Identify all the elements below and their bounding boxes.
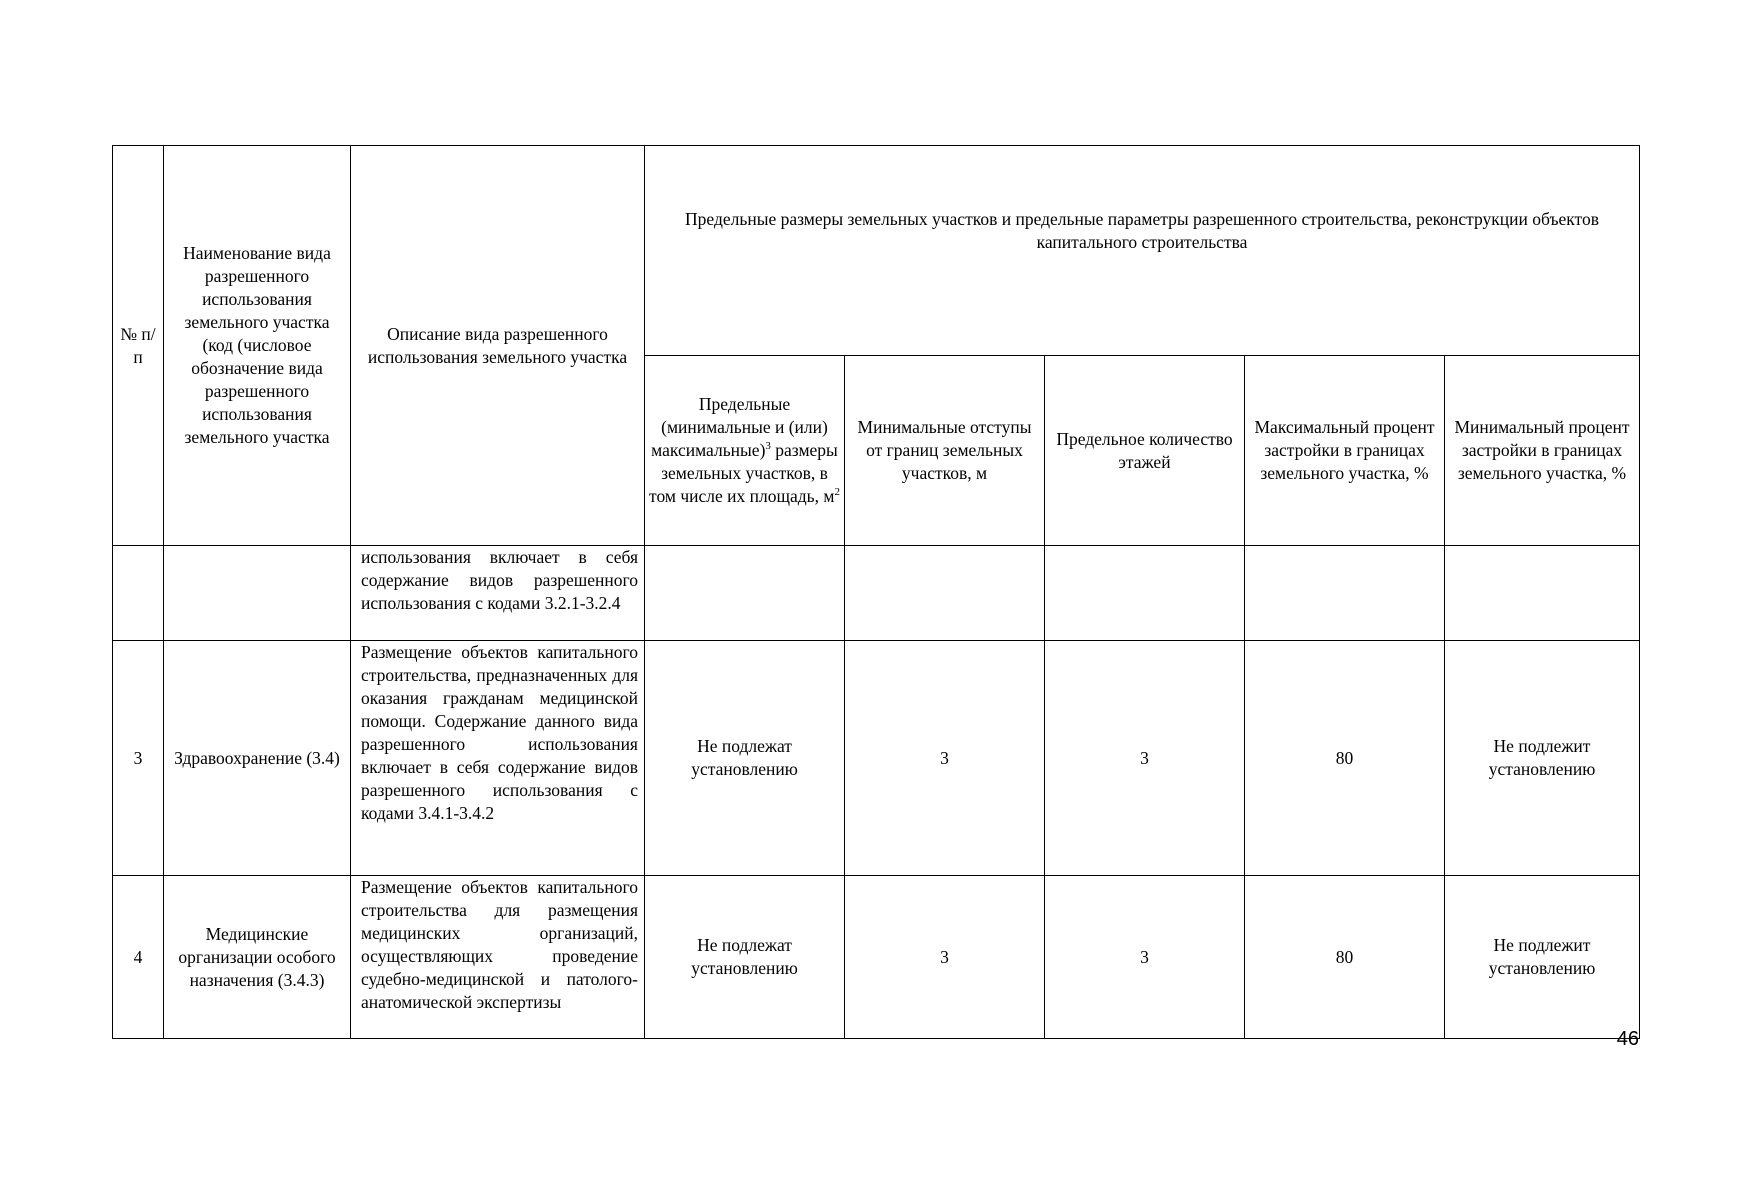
row-floor-limit: 3: [1045, 641, 1245, 876]
table-row: [113, 876, 1640, 1039]
row-plot-sizes: [645, 546, 845, 641]
table-row: [113, 546, 1640, 641]
row-max-build-percent: 80: [1245, 876, 1445, 1039]
row-use-name: Здравоохранение (3.4): [164, 641, 351, 876]
row-use-description: [351, 641, 645, 876]
row-floor-limit: [1045, 546, 1245, 641]
row-use-description: [351, 546, 645, 641]
row-min-build-percent: [1445, 546, 1640, 641]
plot-sizes-text: Предельные (минимальные и (или) максимальные): [651, 394, 828, 460]
header-floor-limit: Предельное количество этажей: [1045, 356, 1245, 546]
row-max-build-percent: 80: [1245, 641, 1445, 876]
header-row-1: [113, 146, 1640, 356]
page-number: 46: [1616, 1028, 1639, 1050]
row-min-setbacks: [845, 546, 1045, 641]
row-max-build-percent: [1245, 546, 1445, 641]
row-min-build-percent: Не подлежит установлению: [1445, 876, 1640, 1039]
zoning-parameters-table: [112, 145, 1640, 1039]
row-number: 4: [113, 876, 164, 1039]
plot-sizes-footnote: 3: [765, 440, 771, 453]
table-row: [113, 641, 1640, 876]
description-text: Размещение объектов капитального строительства для размещения медицинских организаций, осуществляющих проведение судебно-медицинской и патолого-анатомической экспертизы: [361, 877, 638, 1012]
header-use-name: Наименование вида разрешенного использования земельного участка (код (числовое обозначение вида разрешенного использования земельного участка: [164, 146, 351, 546]
header-max-build-percent: Максимальный процент застройки в границах земельного участка, %: [1245, 356, 1445, 546]
row-floor-limit: 3: [1045, 876, 1245, 1039]
row-plot-sizes: Не подлежат установлению: [645, 876, 845, 1039]
description-text: Размещение объектов капитального строительства, предназначенных для оказания гражданам медицинской помощи. Содержание данного вида разрешенного использования включает в себя содержание видов разрешенного использования с кодами 3.4.1-3.4.2: [361, 642, 638, 823]
plot-sizes-text-tail: размеры земельных участков, в том числе их площадь, м: [649, 440, 838, 506]
header-plot-sizes: [645, 356, 845, 546]
row-use-name: [164, 546, 351, 641]
row-use-description: [351, 876, 645, 1039]
plot-sizes-unit-sup: 2: [834, 486, 840, 499]
header-limit-parameters: Предельные размеры земельных участков и предельные параметры разрешенного строительства, реконструкции объектов капитального строительства: [645, 146, 1640, 356]
row-number: [113, 546, 164, 641]
row-min-build-percent: Не подлежит установлению: [1445, 641, 1640, 876]
header-use-description: Описание вида разрешенного использования земельного участка: [351, 146, 645, 546]
row-min-setbacks: 3: [845, 641, 1045, 876]
header-min-build-percent: Минимальный процент застройки в границах земельного участка, %: [1445, 356, 1640, 546]
row-use-name: Медицинские организации особого назначения (3.4.3): [164, 876, 351, 1039]
description-text: использования включает в себя содержание видов разрешенного использования с кодами 3.2.1-3.2.4: [361, 547, 638, 613]
row-number: 3: [113, 641, 164, 876]
row-plot-sizes: Не подлежат установлению: [645, 641, 845, 876]
header-min-setbacks: Минимальные отступы от границ земельных участков, м: [845, 356, 1045, 546]
header-number: № п/п: [113, 146, 164, 546]
row-min-setbacks: 3: [845, 876, 1045, 1039]
